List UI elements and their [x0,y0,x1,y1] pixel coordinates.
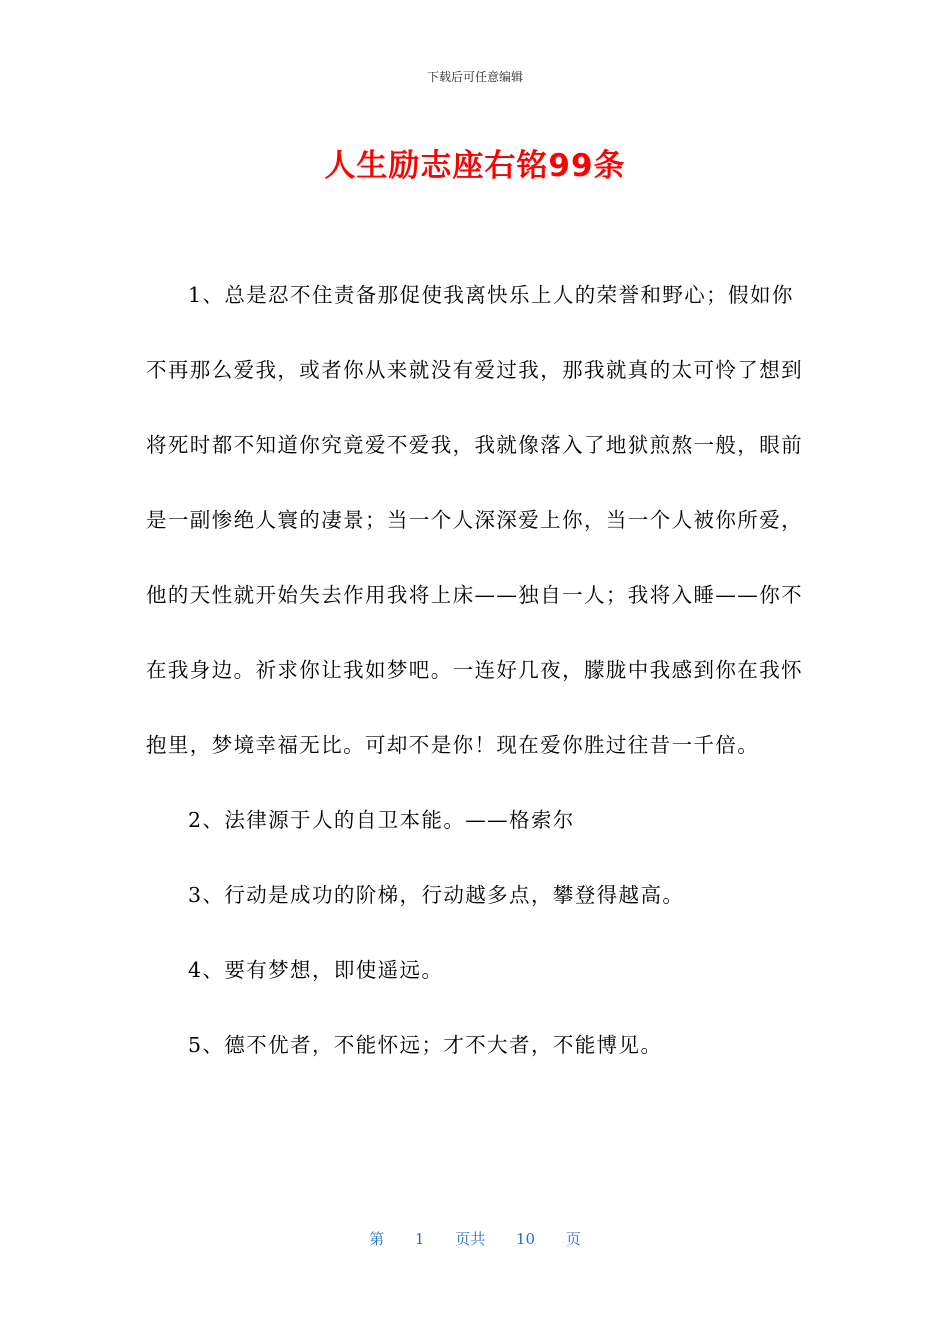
page-label-mid: 页共 [455,1230,486,1248]
total-pages-number: 10 [516,1230,536,1248]
current-page-number: 1 [414,1230,425,1248]
paragraph-2: 2、法律源于人的自卫本能。——格索尔 [188,808,575,832]
page-footer [0,1228,950,1249]
paragraph-1: 1、总是忍不住责备那促使我离快乐上人的荣誉和野心；假如你不再那么爱我，或者你从来就没有爱过我，那我就真的太可怜了想到将死时都不知道你究竟爱不爱我，我就像落入了地狱煎熬一般，眼前是一副惨绝人寰的凄景；当一个人深深爱上你，当一个人被你所爱，他的天性就开始失去作用我将上床——独自一人；我将入睡——你不在我身边。祈求你让我如梦吧。一连好几夜，朦胧中我感到你在我怀抱里，梦境幸福无比。可却不是你！现在爱你胜过往昔一千倍。 [146,283,803,757]
document-title: 人生励志座右铭99条 [324,148,626,184]
page-label-suffix: 页 [565,1230,581,1248]
header-note: 下载后可任意编辑 [426,70,523,84]
paragraph-5: 5、德不优者，不能怀远；才不大者，不能博见。 [188,1033,663,1057]
paragraph-4: 4、要有梦想，即使遥远。 [188,958,444,982]
paragraph-3: 3、行动是成功的阶梯，行动越多点，攀登得越高。 [188,883,685,907]
page-label-prefix: 第 [369,1230,385,1248]
document-body [146,258,806,1083]
